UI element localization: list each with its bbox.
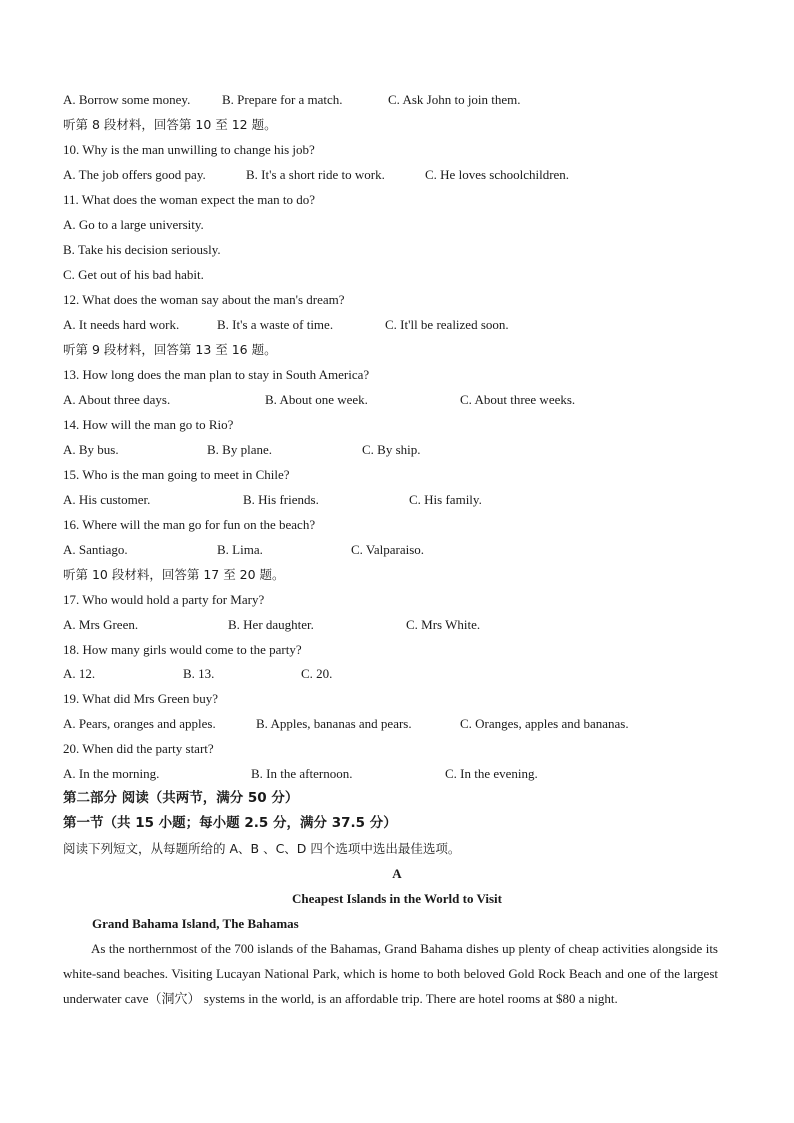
question-14: 14. How will the man go to Rio?: [63, 417, 234, 432]
q10-option-a: A. The job offers good pay.: [63, 167, 206, 182]
q13-option-b: B. About one week.: [265, 392, 368, 407]
q18-option-c: C. 20.: [301, 666, 333, 681]
q15-option-a: A. His customer.: [63, 492, 151, 507]
passage-letter: A: [392, 866, 402, 881]
q17-option-b: B. Her daughter.: [228, 617, 314, 632]
question-16: 16. Where will the man go for fun on the beach?: [63, 517, 316, 532]
q20-option-b: B. In the afternoon.: [251, 766, 353, 781]
q17-option-a: A. Mrs Green.: [63, 617, 139, 632]
reading-instructions: 阅读下列短文，从每题所给的 A、B 、C、D 四个选项中选出最佳选项。: [63, 841, 461, 856]
question-15: 15. Who is the man going to meet in Chile?: [63, 467, 290, 482]
question-20: 20. When did the party start?: [63, 741, 214, 756]
passage-paragraph: As the northernmost of the 700 islands of the Bahamas, Grand Bahama dishes up plenty of cheap activities alongside its white-sand beaches. Visiting Lucayan National Park, which is home to both beloved Gold Rock Beach and one of the largest underwater cave（洞穴） systems in the world, is an affordable trip. There are hotel rooms at $80 a night.: [63, 941, 718, 1006]
q15-option-c: C. His family.: [409, 492, 482, 507]
q19-option-c: C. Oranges, apples and bananas.: [460, 716, 629, 731]
section-1-heading: 第一节（共 15 小题；每小题 2.5 分，满分 37.5 分）: [63, 815, 397, 831]
q19-option-a: A. Pears, oranges and apples.: [63, 716, 216, 731]
q10-option-b: B. It's a short ride to work.: [246, 167, 385, 182]
q14-option-b: B. By plane.: [207, 442, 272, 457]
q12-option-a: A. It needs hard work.: [63, 317, 180, 332]
q19-option-b: B. Apples, bananas and pears.: [256, 716, 412, 731]
q9-option-c: C. Ask John to join them.: [388, 92, 521, 107]
q9-option-b: B. Prepare for a match.: [222, 92, 343, 107]
q20-option-a: A. In the morning.: [63, 766, 160, 781]
q14-option-a: A. By bus.: [63, 442, 119, 457]
passage-title: Cheapest Islands in the World to Visit: [292, 891, 502, 906]
q14-option-c: C. By ship.: [362, 442, 421, 457]
question-12: 12. What does the woman say about the man's dream?: [63, 292, 345, 307]
question-10: 10. Why is the man unwilling to change his job?: [63, 142, 315, 157]
q17-option-c: C. Mrs White.: [406, 617, 481, 632]
q18-option-a: A. 12.: [63, 666, 96, 681]
q11-option-b: B. Take his decision seriously.: [63, 242, 221, 257]
q16-option-a: A. Santiago.: [63, 542, 128, 557]
part-2-heading: 第二部分 阅读（共两节，满分 50 分）: [63, 790, 299, 806]
q10-option-c: C. He loves schoolchildren.: [425, 167, 570, 182]
q12-option-b: B. It's a waste of time.: [217, 317, 334, 332]
section-10-heading: 听第 10 段材料，回答第 17 至 20 题。: [63, 567, 285, 582]
q18-option-b: B. 13.: [183, 666, 215, 681]
question-11: 11. What does the woman expect the man to do?: [63, 192, 315, 207]
q16-option-b: B. Lima.: [217, 542, 263, 557]
q16-option-c: C. Valparaiso.: [351, 542, 425, 557]
question-19: 19. What did Mrs Green buy?: [63, 691, 219, 706]
question-13: 13. How long does the man plan to stay in South America?: [63, 367, 370, 382]
q9-option-a: A. Borrow some money.: [63, 92, 191, 107]
q20-option-c: C. In the evening.: [445, 766, 538, 781]
q13-option-c: C. About three weeks.: [460, 392, 576, 407]
q13-option-a: A. About three days.: [63, 392, 171, 407]
q11-option-a: A. Go to a large university.: [63, 217, 204, 232]
section-9-heading: 听第 9 段材料，回答第 13 至 16 题。: [63, 342, 277, 357]
passage-subheading: Grand Bahama Island, The Bahamas: [92, 916, 299, 931]
question-18: 18. How many girls would come to the party?: [63, 642, 302, 657]
q15-option-b: B. His friends.: [243, 492, 319, 507]
question-17: 17. Who would hold a party for Mary?: [63, 592, 265, 607]
q12-option-c: C. It'll be realized soon.: [385, 317, 509, 332]
section-8-heading: 听第 8 段材料，回答第 10 至 12 题。: [63, 117, 277, 132]
q11-option-c: C. Get out of his bad habit.: [63, 267, 204, 282]
